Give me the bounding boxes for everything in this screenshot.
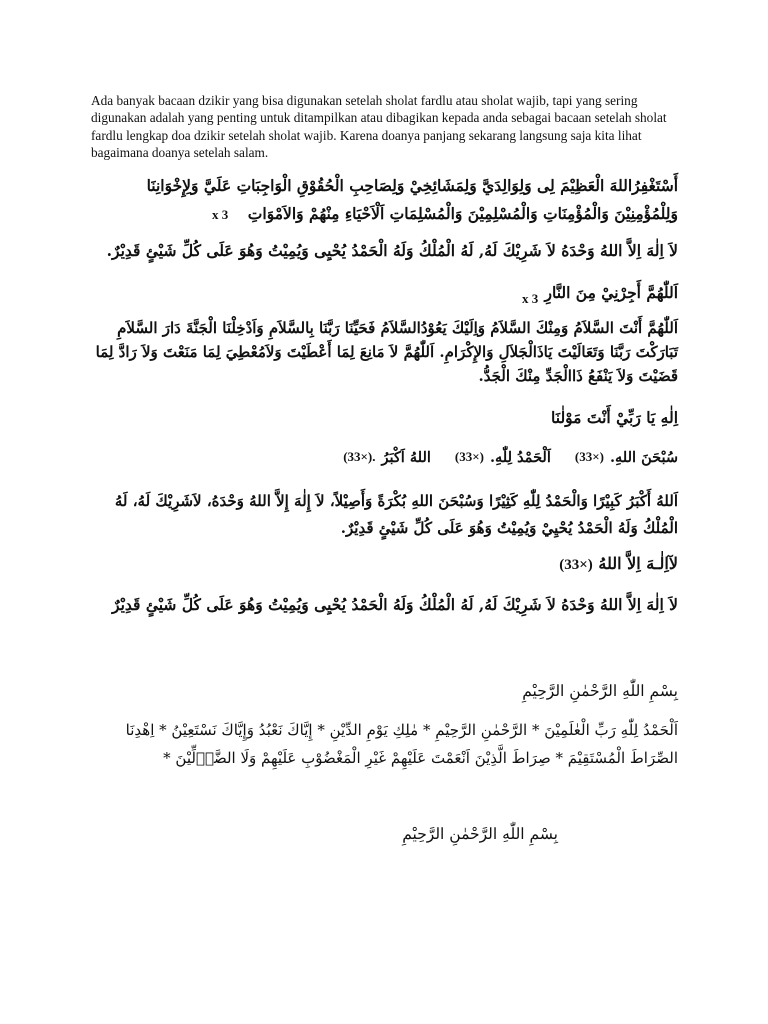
intro-paragraph: Ada banyak bacaan dzikir yang bisa digunakan setelah sholat fardlu atau sholat wajib, tapi yang sering digunakan adalah yang penting untuk ditampilkan atau dibagikan kepada anda sebagai bacaan setelah sholat fardlu lengkap doa dzikir setelah sholat wajib. Karena doanya panjang sekarang langsung saja kita lihat bagaimana doanya setelah salam.	[91, 93, 667, 160]
tasbih-item	[343, 449, 431, 466]
istighfar-line-1: أَسْتَغْفِرُاللهَ الْعَظِيْمَ لِى وَلِوَالِدَيَّ وَلِمَشَائِخِيْ وَلِصَاحِبِ الْحُقُوْقِ الْوَاجِبَاتِ عَلَيَّ وَلِإِخْوَانِنَا	[146, 176, 678, 195]
lailaha-count: (33×)	[559, 557, 593, 573]
lailaha-text: لآاِلٰـهَ اِلاَّ اللهُ	[598, 554, 678, 573]
tasbih-subhanallah-count: (33×)	[574, 449, 604, 464]
ajirni-count: x 3	[522, 291, 539, 306]
salam-dua: اَللّٰهُمَّ أَنْتَ السَّلاَمُ وَمِنْكَ السَّلاَمُ وَاِلَيْكَ يَعُوْدُالسَّلاَمُ فَحَيِّنَا رَبَّنَا بِالسَّلاَمِ وَاَدْخِلْنَا الْجَنَّةَ دَارَ السَّلاَمِ تَبَارَكْتَ رَبَّنَا وَتَعَالَيْتَ يَاذَالْجَلاَلِ وَالإِكْرَامِ. اَللّٰهُمَّ لاَ مَانِعَ لِمَا أَعْطَيْتَ وَلاَمُعْطِيَ لِمَا مَنَعْتَ وَلاَ رَادَّ لِمَا قَضَيْتَ وَلاَ يَنْفَعُ ذَاالْجَدِّ مِنْكَ الْجَدُّ.	[95, 319, 678, 385]
basmalah-second: بِسْمِ اللّٰهِ الرَّحْمٰنِ الرَّحِيْمِ	[402, 825, 558, 843]
tasbih-alhamdulillah: اَلْحَمْدُ لِلّٰهِ.	[489, 449, 551, 466]
basmalah-first: بِسْمِ اللّٰهِ الرَّحْمٰنِ الرَّحِيْمِ	[522, 682, 678, 700]
tasbih-subhanallah: سُبْحَنَ اللهِ.	[609, 449, 678, 466]
tahlil-first: لاَ اِلٰهَ اِلاَّ اللهُ وَحْدَهُ لاَ شَرِيْكَ لَهُ, لَهُ الْمُلْكُ وَلَهُ الْحَمْدُ يُحْيِى وَيُمِيْتُ وَهُوَ عَلَى كُلِّ شَيْئٍ قَدِيْرٌ.	[106, 241, 678, 260]
tasbih-item	[455, 449, 551, 466]
istighfar-line-2: وَلِلْمُؤْمِنِيْنَ وَالْمُؤْمِنَاتِ وَالْمُسْلِمِيْنَ وَالْمُسْلِمَاتِ اَلْاَحْيَاءِ مِنْهُمْ وَالاَمْوَاتِ	[247, 204, 678, 223]
tasbih-item	[575, 449, 678, 466]
tasbih-alhamdulillah-count: (33×)	[454, 449, 484, 464]
takbir-block: اَللهُ أَكْبَرُ كَبِيْرًا وَالْحَمْدُ لِلّٰهِ كَثِيْرًا وَسُبْحَنَ اللهِ بُكْرَةً وَأَصِيْلاً، لاَ إِلٰهَ إِلاَّ اللهُ وَحْدَهُ، لاَشَرِيْكَ لَهُ، لَهُ الْمُلْكُ وَلَهُ الْحَمْدُ يُحْيِيْ وَيُمِيْتُ وَهُوَ عَلَى كُلِّ شَيْئٍ قَدِيْرٌ.	[114, 492, 678, 537]
fatihah-block: اَلْحَمْدُ لِلّٰهِ رَبِّ الْعٰلَمِيْنَ * الرَّحْمٰنِ الرَّحِيْمِ * مٰلِكِ يَوْمِ الدِّيْنِ * إِيَّاكَ نَعْبُدُ وَإِيَّاكَ نَسْتَعِيْنُ * اِهْدِنَا الصِّرَاطَ الْمُسْتَقِيْمَ * صِرَاطَ الَّذِيْنَ اَنْعَمْتَ عَلَيْهِمْ غَيْرِ الْمَغْضُوْبِ عَلَيْهِمْ وَلَا الضَّاۤلِّيْنَ *	[125, 721, 678, 767]
tahlil-second: لاَ اِلٰهَ اِلاَّ اللهُ وَحْدَهُ لاَ شَرِيْكَ لَهُ, لَهُ الْمُلْكُ وَلَهُ الْحَمْدُ يُحْيِى وَيُمِيْتُ وَهُوَ عَلَى كُلِّ شَيْئٍ قَدِيْرٌ	[112, 595, 678, 614]
ilahi-line: اِلٰهِ يَا رَبِّيْ أَنْتَ مَوْلٰنَا	[551, 408, 678, 427]
ajirni-prayer: اَللّٰهُمَّ أَجِرْنِيْ مِنَ النَّارِ	[544, 283, 678, 302]
tasbih-allahuakbar-count: (33×).	[343, 449, 376, 464]
istighfar-count: x 3	[212, 207, 229, 222]
lailaha-line	[559, 552, 678, 577]
tasbih-allahuakbar: اللهُ اَكْبَرُ	[381, 449, 431, 466]
tasbih-row	[343, 449, 678, 466]
